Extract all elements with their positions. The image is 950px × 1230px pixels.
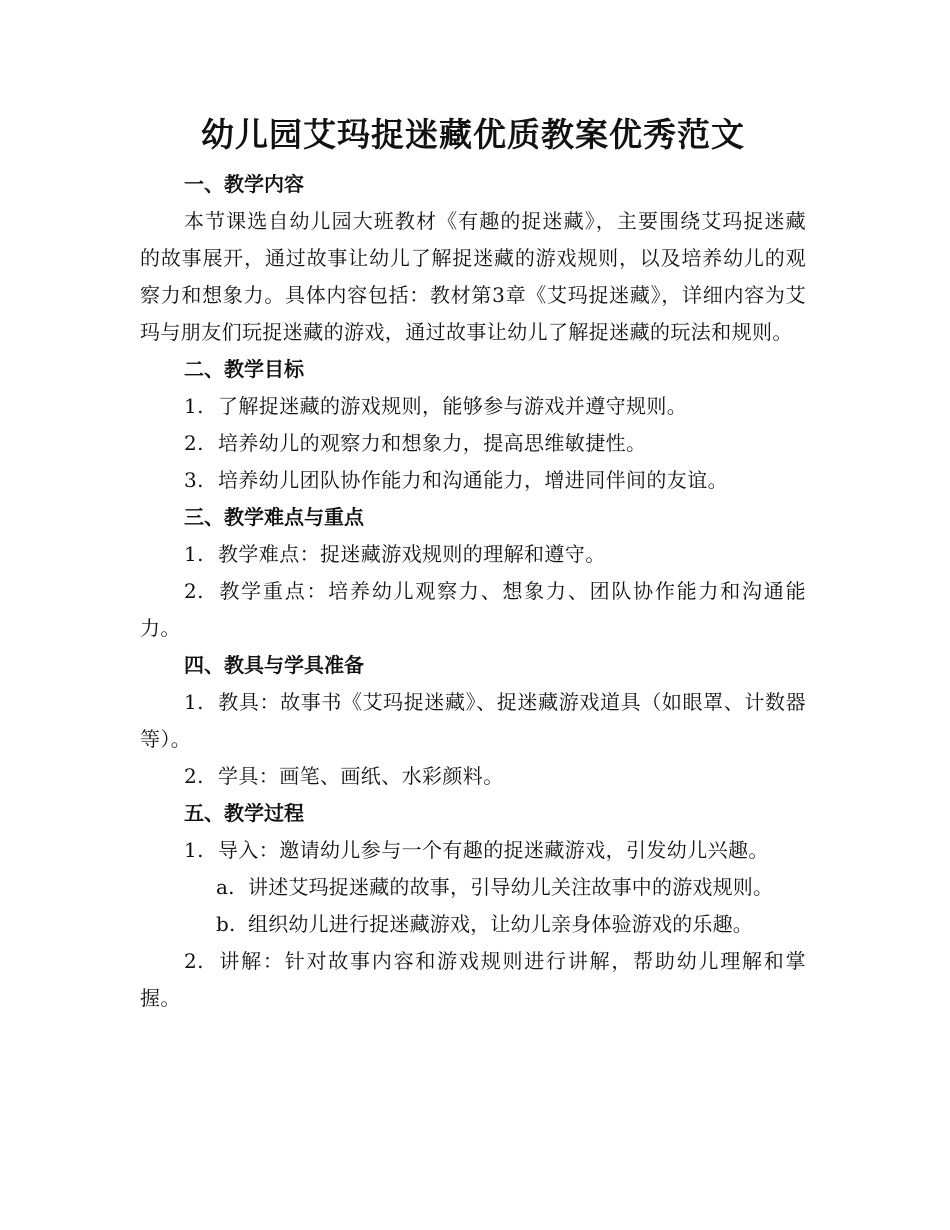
list-item-number: 3. xyxy=(184,468,204,492)
list-item-text: 讲解：针对故事内容和游戏规则进行讲解，帮助幼儿理解和掌握。 xyxy=(140,949,806,1010)
list-item xyxy=(140,462,806,499)
section-teaching-content xyxy=(140,166,806,351)
list-item xyxy=(140,684,806,758)
section-teaching-process xyxy=(140,795,806,1017)
sub-list-item xyxy=(140,869,806,906)
list-item xyxy=(140,832,806,869)
section-teaching-goals xyxy=(140,351,806,499)
sub-list-item-letter: b. xyxy=(216,912,236,936)
section-heading: 五、教学过程 xyxy=(184,801,304,825)
sub-list-item xyxy=(140,906,806,943)
section-heading: 四、教具与学具准备 xyxy=(184,653,364,677)
list-item-number: 2. xyxy=(184,764,204,788)
list-item-text: 培养幼儿的观察力和想象力，提高思维敏捷性。 xyxy=(218,431,647,455)
section-teaching-materials xyxy=(140,647,806,795)
list-item xyxy=(140,943,806,1017)
document-title: 幼儿园艾玛捉迷藏优质教案优秀范文 xyxy=(201,115,745,154)
list-item-text: 导入：邀请幼儿参与一个有趣的捉迷藏游戏，引发幼儿兴趣。 xyxy=(218,838,769,862)
sub-list-item-text: 讲述艾玛捉迷藏的故事，引导幼儿关注故事中的游戏规则。 xyxy=(248,875,774,899)
section-heading: 一、教学内容 xyxy=(184,172,304,196)
sub-list-item-letter: a. xyxy=(216,875,235,899)
list-item-text: 教学重点：培养幼儿观察力、想象力、团队协作能力和沟通能力。 xyxy=(140,579,806,640)
list-item-number: 1. xyxy=(184,690,204,714)
list-item-text: 教学难点：捉迷藏游戏规则的理解和遵守。 xyxy=(218,542,606,566)
list-item-text: 教具：故事书《艾玛捉迷藏》、捉迷藏游戏道具（如眼罩、计数器等）。 xyxy=(140,690,806,751)
list-item xyxy=(140,388,806,425)
list-item-text: 培养幼儿团队协作能力和沟通能力，增进同伴间的友谊。 xyxy=(218,468,728,492)
section-heading: 三、教学难点与重点 xyxy=(184,505,364,529)
section-heading: 二、教学目标 xyxy=(184,357,304,381)
list-item-number: 2. xyxy=(184,579,204,603)
section-paragraph: 本节课选自幼儿园大班教材《有趣的捉迷藏》，主要围绕艾玛捉迷藏的故事展开，通过故事让幼儿了解捉迷藏的游戏规则，以及培养幼儿的观察力和想象力。具体内容包括：教材第3章《艾玛捉迷藏》，详细内容为艾玛与朋友们玩捉迷藏的游戏，通过故事让幼儿了解捉迷藏的玩法和规则。 xyxy=(140,209,806,344)
list-item-text: 学具：画笔、画纸、水彩颜料。 xyxy=(218,764,504,788)
list-item xyxy=(140,425,806,462)
list-item xyxy=(140,536,806,573)
list-item xyxy=(140,758,806,795)
list-item-number: 2. xyxy=(184,431,204,455)
list-item-number: 2. xyxy=(184,949,204,973)
list-item xyxy=(140,573,806,647)
list-item-number: 1. xyxy=(184,542,204,566)
document-body xyxy=(140,108,806,1017)
list-item-number: 1. xyxy=(184,394,204,418)
list-item-text: 了解捉迷藏的游戏规则，能够参与游戏并遵守规则。 xyxy=(218,394,688,418)
list-item-number: 1. xyxy=(184,838,204,862)
sub-list-item-text: 组织幼儿进行捉迷藏游戏，让幼儿亲身体验游戏的乐趣。 xyxy=(248,912,753,936)
section-difficulties-and-key-points xyxy=(140,499,806,647)
